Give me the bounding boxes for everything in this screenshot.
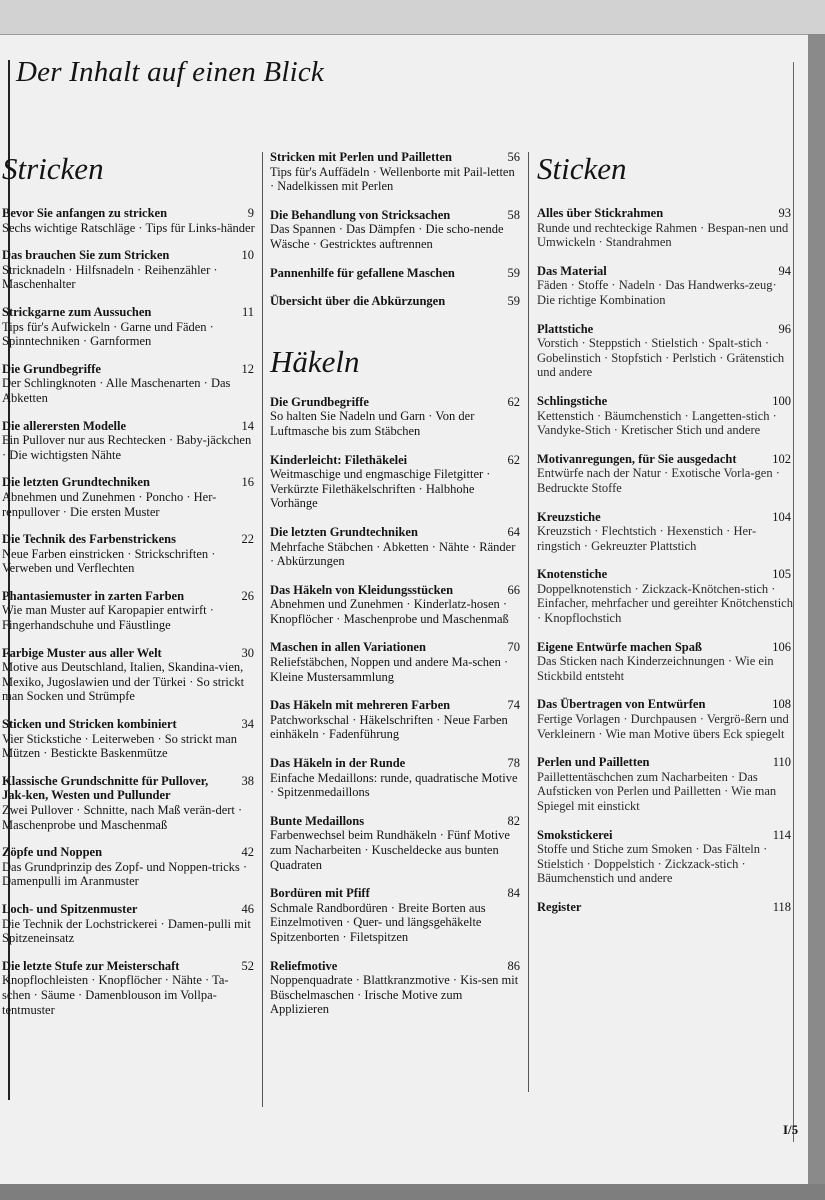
toc-entry-title: Die Behandlung von Stricksachen (270, 207, 451, 222)
toc-entry (270, 640, 522, 684)
toc-entry (537, 567, 793, 625)
toc-entry-title: Das Material (537, 263, 607, 278)
toc-entry-title: Das Übertragen von Entwürfen (537, 697, 706, 712)
toc-entry-title: Stricken mit Perlen und Pailletten (270, 150, 452, 164)
toc-entry-page: 82 (507, 813, 520, 828)
toc-entry-title: Farbige Muster aus aller Welt (2, 645, 162, 660)
toc-entry-description: Neue Farben einstricken · Strickschriften · Verweben und Verflechten (2, 546, 216, 576)
toc-entry-title: Motivanregungen, für Sie ausgedacht (537, 451, 737, 466)
toc-entry-description: Sechs wichtige Ratschläge · Tips für Links-händer (2, 220, 255, 235)
toc-entry-title: Maschen in allen Variationen (270, 640, 426, 655)
toc-entry-description: Fertige Vorlagen · Durchpausen · Vergrö-ßern und Verkleinern · Wie man Motive übers Eck spiegelt (537, 712, 789, 741)
toc-entry-title: Schlingstiche (537, 393, 608, 408)
page-title: Der Inhalt auf einen Blick (16, 56, 325, 88)
toc-entry-title: Kreuzstiche (537, 509, 601, 524)
toc-entry-page: 59 (507, 294, 520, 309)
toc-entry-page: 10 (241, 248, 254, 263)
toc-entry (537, 322, 793, 380)
toc-entry-description: Doppelknotenstich · Zickzack-Knötchen-stich · Einfacher, mehrfacher und gereihter Knötchenstich · Knopflochstich (537, 581, 793, 626)
toc-entry-description: Motive aus Deutschland, Italien, Skandina-vien, Mexiko, Jugoslawien und der Türkei · So strickt man Socken und Strümpfe (2, 660, 245, 704)
toc-entry (537, 510, 793, 554)
toc-entry-description: Wie man Muster auf Karopapier entwirft · Fingerhandschuhe und Fäustlinge (2, 603, 214, 633)
toc-entry-description: Das Spannen · Das Dämpfen · Die scho-nende Wäsche · Gestricktes auftrennen (270, 222, 504, 251)
toc-entry-title: Pannenhilfe für gefallene Maschen (270, 265, 455, 280)
toc-entry (2, 206, 256, 235)
toc-entry-description: Tips für's Auffädeln · Wellenborte mit Pail-letten · Nadelkissen mit Perlen (270, 164, 515, 194)
toc-entry (270, 756, 522, 800)
toc-entry-page: 74 (507, 698, 520, 713)
toc-entry-title: Das brauchen Sie zum Stricken (2, 248, 170, 263)
toc-entry-description: Zwei Pullover · Schnitte, nach Maß verän-dert · Maschenprobe und Maschenmaß (2, 803, 243, 832)
toc-entry (2, 845, 256, 889)
toc-entry-description: Vier Stickstiche · Leiterweben · So strickt man Mützen · Bestickte Baskenmütze (2, 731, 237, 761)
toc-entry-description: Der Schlingknoten · Alle Maschenarten · Das Abketten (2, 376, 231, 405)
toc-entry (270, 208, 522, 252)
toc-entry-description: Patchworkschal · Häkelschriften · Neue Farben einhäkeln · Fadenführung (270, 712, 508, 742)
toc-entry-page: 30 (241, 645, 254, 660)
toc-entry-page: 26 (241, 588, 254, 603)
toc-entry-page: 94 (778, 263, 791, 278)
toc-entry-page: 84 (507, 886, 520, 901)
toc-entry-description: Stricknadeln · Hilfsnadeln · Reihenzähler · Maschenhalter (2, 262, 218, 292)
toc-entry (270, 698, 522, 742)
toc-entry-page: 66 (507, 582, 520, 597)
toc-entry-description: Entwürfe nach der Natur · Exotische Vorla-gen · Bedruckte Stoffe (537, 466, 780, 495)
toc-entry-title: Die Technik des Farbenstrickens (2, 532, 176, 547)
toc-entry-title: Klassische Grundschnitte für Pullover, Jak-ken, Westen und Pullunder (2, 773, 209, 803)
toc-entry-description: Die Technik der Lochstrickerei · Damen-pulli mit Spitzeneinsatz (2, 916, 251, 946)
toc-entry (270, 395, 522, 439)
toc-entry-page: 9 (247, 206, 254, 220)
toc-entry-title: Kinderleicht: Filethäkelei (270, 452, 408, 467)
toc-entry-description: Abnehmen und Zunehmen · Kinderlatz-hosen · Knopflöcher · Maschenprobe und Maschenmaß (270, 597, 509, 626)
toc-entry (2, 419, 256, 463)
toc-entry-description: Knopflochleisten · Knopflöcher · Nähte · Ta-schen · Säume · Damenblouson im Vollpa-tentmuster (2, 973, 229, 1017)
toc-entry-title: Zöpfe und Noppen (2, 845, 103, 860)
toc-entry-page: 14 (241, 418, 254, 433)
toc-entry-page: 86 (507, 958, 520, 973)
toc-entry-title: Bordüren mit Pfiff (270, 886, 370, 901)
toc-entry-description: Fäden · Stoffe · Nadeln · Das Handwerks-zeug· Die richtige Kombination (537, 278, 777, 307)
toc-entry-description: Kreuzstich · Flechtstich · Hexenstich · Her-ringstich · Gekreuzter Plattstich (537, 524, 757, 553)
toc-entry-page: 64 (507, 524, 520, 539)
toc-entry (270, 886, 522, 944)
toc-entry (2, 646, 256, 704)
toc-entry-title: Die Grundbegriffe (270, 394, 369, 409)
toc-entry-title: Register (537, 899, 582, 914)
toc-entry-title: Reliefmotive (270, 958, 338, 973)
toc-entry-page: 105 (772, 567, 791, 582)
toc-entry (537, 452, 793, 496)
toc-entry (537, 640, 793, 684)
page-number: I/5 (783, 1122, 799, 1137)
toc-entry-description: Kettenstich · Bäumchenstich · Langetten-stich · Vandyke-Stich · Kretischer Stich und andere (537, 408, 777, 438)
toc-entry-title: Bunte Medaillons (270, 813, 365, 828)
section-heading-sticken: Sticken (537, 151, 627, 186)
toc-entry (537, 394, 793, 438)
toc-entry (2, 902, 256, 946)
toc-entry-description: So halten Sie Nadeln und Garn · Von der Luftmasche bis zum Stäbchen (270, 409, 475, 438)
toc-entry (270, 525, 522, 569)
toc-entry-title: Sticken und Stricken kombiniert (2, 717, 177, 732)
toc-entry (2, 248, 256, 292)
toc-entry (2, 774, 256, 832)
toc-entry-title: Die allerersten Modelle (2, 418, 127, 433)
column-divider-1 (262, 152, 263, 1107)
toc-entry-description: Runde und rechteckige Rahmen · Bespan-nen und Umwickeln · Standrahmen (537, 220, 789, 250)
page-bottom-shadow (0, 1184, 825, 1200)
toc-entry-page: 22 (241, 532, 254, 547)
column-divider-2 (528, 152, 529, 1092)
toc-entry (537, 697, 793, 741)
section-heading-stricken: Stricken (2, 151, 104, 186)
toc-entry-description: Weitmaschige und engmaschige Filetgitter · Verkürzte Filethäkelschriften · Halbhohe Vorhänge (270, 467, 491, 511)
toc-entry-page: 12 (241, 361, 254, 376)
toc-entry (2, 959, 256, 1017)
toc-entry-description: Das Grundprinzip des Zopf- und Noppen-tricks · Damenpulli im Aranmuster (2, 859, 248, 889)
toc-entry-page: 62 (507, 394, 520, 409)
toc-entry-title: Die Grundbegriffe (2, 361, 101, 376)
toc-entry-page: 38 (241, 773, 254, 788)
page-edge-shadow (808, 34, 825, 1200)
toc-entry-description: Reliefstäbchen, Noppen und andere Ma-schen · Kleine Mustersammlung (270, 655, 509, 684)
toc-entry-title: Alles über Stickrahmen (537, 206, 664, 220)
toc-entry (2, 475, 256, 519)
toc-entry-title: Bevor Sie anfangen zu stricken (2, 206, 168, 220)
toc-entry-title: Das Häkeln in der Runde (270, 756, 406, 771)
toc-entry-page: 62 (507, 452, 520, 467)
section-heading-häkeln: Häkeln (270, 343, 360, 379)
toc-entry (2, 717, 256, 761)
toc-entry-page: 59 (507, 265, 520, 280)
toc-entry-page: 96 (778, 321, 791, 336)
column-sticken (537, 150, 793, 915)
toc-entry-page: 58 (507, 207, 520, 222)
toc-entry (2, 362, 256, 406)
toc-entry (270, 583, 522, 627)
toc-entry-description: Tips für's Aufwickeln · Garne und Fäden · Spinntechniken · Garnformen (2, 319, 214, 349)
toc-entry-title: Knotenstiche (537, 567, 608, 582)
toc-entry-title: Die letzten Grundtechniken (2, 475, 150, 490)
toc-entry (2, 532, 256, 576)
toc-entry-page: 104 (772, 509, 791, 524)
column-stricken (2, 150, 256, 1017)
toc-entry (2, 305, 256, 349)
toc-entry-page: 42 (241, 845, 254, 860)
toc-entry-title: Phantasiemuster in zarten Farben (2, 588, 185, 603)
toc-entry-description: Farbenwechsel beim Rundhäkeln · Fünf Motive zum Nacharbeiten · Kuscheldecke aus bunten Quadraten (270, 828, 510, 872)
toc-entry-description: Schmale Randbordüren · Breite Borten aus Einzelmotiven · Quer- und längsgehäkelte Spitzenborten · Filetspitzen (270, 900, 486, 944)
toc-entry-page: 110 (772, 755, 791, 770)
toc-entry-description: Abnehmen und Zunehmen · Poncho · Her-renpullover · Die ersten Muster (2, 489, 217, 519)
toc-entry-page: 70 (507, 640, 520, 655)
toc-entry-title: Das Häkeln von Kleidungsstücken (270, 582, 454, 597)
toc-entry-page: 100 (772, 393, 791, 408)
toc-entry (2, 589, 256, 633)
toc-entry-description: Noppenquadrate · Blattkranzmotive · Kis-sen mit Büschelmaschen · Irische Motive zum Applizieren (270, 973, 519, 1017)
toc-entry-page: 102 (772, 451, 791, 466)
toc-entry-title: Die letzten Grundtechniken (270, 524, 418, 539)
toc-entry-description: Stoffe und Stiche zum Smoken · Das Fälteln · Stielstich · Doppelstich · Zickzack-stich · Bäumchenstich und andere (537, 842, 768, 886)
toc-entry-title: Perlen und Pailletten (537, 755, 650, 770)
toc-entry-page: 34 (241, 717, 254, 732)
toc-entry-page: 78 (507, 756, 520, 771)
toc-entry-description: Einfache Medaillons: runde, quadratische Motive · Spitzenmedaillons (270, 770, 518, 800)
toc-entry-title: Strickgarne zum Aussuchen (2, 304, 152, 319)
toc-entry-page: 114 (772, 827, 791, 842)
toc-entry-description: Vorstich · Steppstich · Stielstich · Spalt-stich · Gobelinstich · Stopfstich · Perlstich · Grätenstich und andere (537, 336, 785, 380)
toc-entry-description: Ein Pullover nur aus Rechtecken · Baby-jäckchen · Die wichtigsten Nähte (2, 433, 252, 462)
toc-entry (270, 294, 522, 309)
toc-entry-page: 106 (772, 639, 791, 654)
toc-entry-description: Mehrfache Stäbchen · Abketten · Nähte · Ränder · Abkürzungen (270, 539, 516, 569)
toc-entry-description: Paillettentäschchen zum Nacharbeiten · Das Aufsticken von Perlen und Pailletten · Wie man Spiegel mit einstickt (537, 769, 777, 813)
toc-entry-title: Übersicht über die Abkürzungen (270, 294, 446, 309)
toc-entry-page: 46 (241, 901, 254, 916)
toc-entry-title: Eigene Entwürfe machen Spaß (537, 639, 702, 654)
toc-entry-title: Das Häkeln mit mehreren Farben (270, 698, 451, 713)
toc-entry (270, 150, 522, 194)
toc-entry-page: 93 (778, 206, 791, 220)
toc-entry-page: 118 (772, 899, 791, 914)
toc-entry (537, 755, 793, 813)
toc-entry-page: 52 (241, 958, 254, 973)
toc-entry (270, 453, 522, 511)
toc-entry-page: 56 (507, 150, 520, 164)
toc-entry-page: 108 (772, 697, 791, 712)
toc-entry (537, 264, 793, 308)
toc-entry (270, 266, 522, 281)
toc-entry-title: Smokstickerei (537, 827, 613, 842)
toc-entry (270, 959, 522, 1017)
toc-entry-page: 11 (241, 304, 254, 319)
toc-entry (537, 828, 793, 886)
right-rule (793, 62, 794, 1142)
toc-entry (537, 206, 793, 250)
toc-entry-description: Das Sticken nach Kinderzeichnungen · Wie ein Stickbild entsteht (537, 654, 774, 683)
toc-entry (537, 900, 793, 915)
toc-entry-title: Plattstiche (537, 321, 594, 336)
column-middle (270, 150, 522, 1017)
toc-entry (270, 814, 522, 872)
toc-entry-page: 16 (241, 475, 254, 490)
toc-entry-title: Loch- und Spitzenmuster (2, 901, 138, 916)
toc-entry-title: Die letzte Stufe zur Meisterschaft (2, 958, 180, 973)
